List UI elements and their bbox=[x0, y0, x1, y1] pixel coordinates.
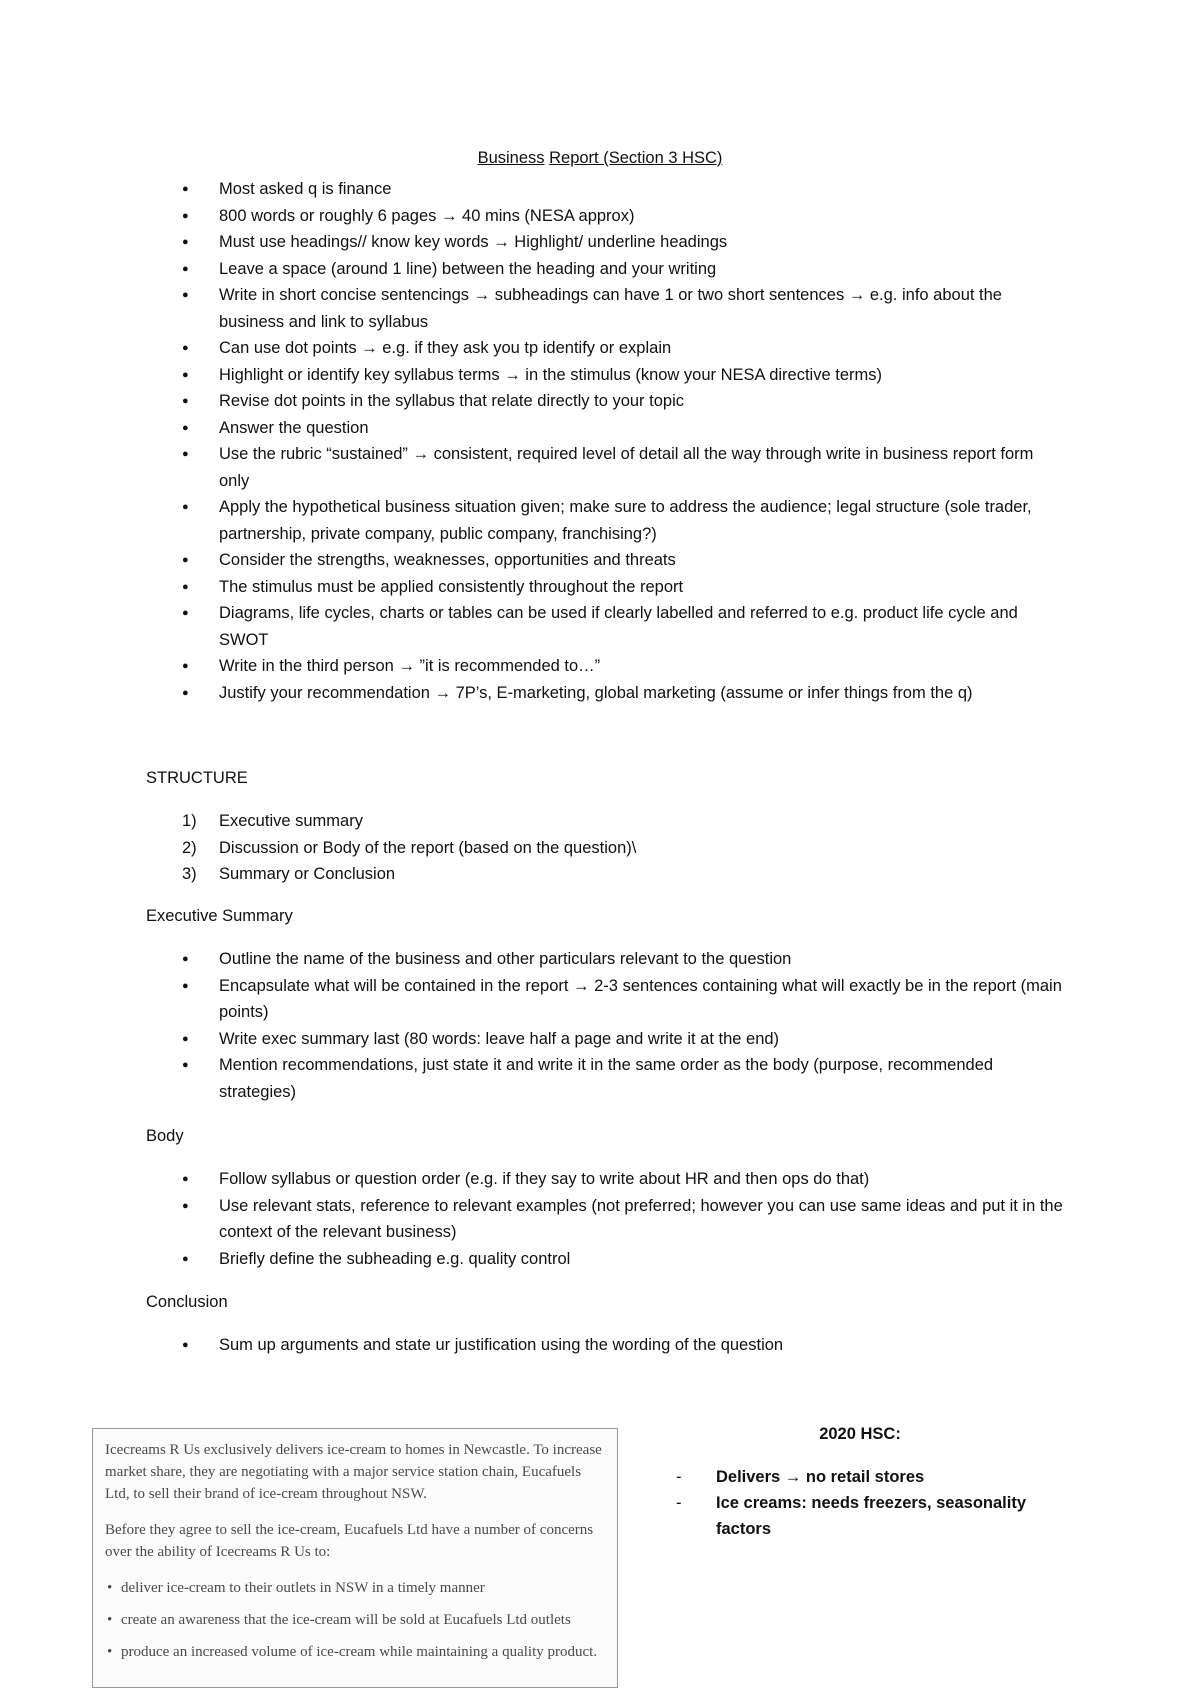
hsc-2020-heading: 2020 HSC: bbox=[819, 1425, 901, 1443]
list-item: ● Follow syllabus or question order (e.g. if they say to write about HR and then ops do that) bbox=[146, 1166, 1066, 1193]
executive-summary-heading: Executive Summary bbox=[146, 907, 293, 925]
stimulus-paragraph: Icecreams R Us exclusively delivers ice-cream to homes in Newcastle. To increase market share, they are negotiating with a major service station chain, Eucafuels Ltd, to sell their brand of ice-cream throughout NSW. bbox=[105, 1442, 602, 1502]
structure-section bbox=[146, 808, 1066, 888]
list-item: - Delivers → no retail stores bbox=[676, 1464, 1076, 1490]
list-item bbox=[146, 808, 1066, 835]
list-item: ● 800 words or roughly 6 pages → 40 mins (NESA approx) bbox=[146, 203, 1066, 230]
item-number: 2) bbox=[182, 838, 197, 857]
list-item: ● Write exec summary last (80 words: leave half a page and write it at the end) bbox=[146, 1026, 1066, 1053]
list-item: ● Outline the name of the business and other particulars relevant to the question bbox=[146, 946, 1066, 973]
list-item: ● Mention recommendations, just state it and write it in the same order as the body (purpose, recommended strategies) bbox=[146, 1052, 1066, 1105]
list-item: ● The stimulus must be applied consistently throughout the report bbox=[146, 574, 1066, 601]
structure-heading: STRUCTURE bbox=[146, 769, 248, 787]
list-item: ● Briefly define the subheading e.g. quality control bbox=[146, 1246, 1066, 1273]
list-item: • produce an increased volume of ice-cream while maintaining a quality product. bbox=[105, 1641, 605, 1663]
item-number: 1) bbox=[182, 812, 197, 830]
structure-list bbox=[146, 808, 1066, 888]
list-item: ● Highlight or identify key syllabus terms → in the stimulus (know your NESA directive terms) bbox=[146, 362, 1066, 389]
stimulus-list bbox=[105, 1577, 605, 1663]
list-item: ● Revise dot points in the syllabus that relate directly to your topic bbox=[146, 388, 1066, 415]
list-item: ● Write in the third person → ”it is recommended to…” bbox=[146, 653, 1066, 680]
list-item: ● Use relevant stats, reference to relevant examples (not preferred; however you can use same ideas and put it in the context of the relevant business) bbox=[146, 1193, 1066, 1246]
list-item: ● Diagrams, life cycles, charts or tables can be used if clearly labelled and referred to e.g. product life cycle and SWOT bbox=[146, 600, 1066, 653]
list-item: ● Can use dot points → e.g. if they ask you tp identify or explain bbox=[146, 335, 1066, 362]
list-item: • deliver ice-cream to their outlets in NSW in a timely manner bbox=[105, 1577, 605, 1599]
body-section bbox=[146, 1166, 1066, 1272]
list-item: - Ice creams: needs freezers, seasonality factors bbox=[676, 1490, 1076, 1542]
list-item: ● Write in short concise sentencings → subheadings can have 1 or two short sentences → e.g. info about the business and link to syllabus bbox=[146, 282, 1066, 335]
list-item: ● Answer the question bbox=[146, 415, 1066, 442]
conclusion-heading: Conclusion bbox=[146, 1293, 228, 1311]
tips-list bbox=[146, 176, 1066, 706]
list-item bbox=[146, 835, 1066, 862]
list-item: ● Leave a space (around 1 line) between the heading and your writing bbox=[146, 256, 1066, 283]
executive-summary-section bbox=[146, 946, 1066, 1105]
title-part-report: Report (Section 3 HSC) bbox=[549, 149, 723, 167]
conclusion-list bbox=[146, 1332, 1066, 1359]
list-item: ● Encapsulate what will be contained in the report → 2-3 sentences containing what will exactly be in the report (main points) bbox=[146, 973, 1066, 1026]
list-item: ● Must use headings// know key words → Highlight/ underline headings bbox=[146, 229, 1066, 256]
item-text: Executive summary bbox=[219, 812, 363, 830]
executive-summary-list bbox=[146, 946, 1066, 1105]
body-heading: Body bbox=[146, 1127, 184, 1145]
item-text: Summary or Conclusion bbox=[219, 865, 396, 883]
list-item: ● Consider the strengths, weaknesses, opportunities and threats bbox=[146, 547, 1066, 574]
list-item: ● Use the rubric “sustained” → consistent, required level of detail all the way through write in business report form only bbox=[146, 441, 1066, 494]
hsc-2020-list bbox=[676, 1464, 1076, 1542]
body-list bbox=[146, 1166, 1066, 1272]
stimulus-image bbox=[92, 1428, 618, 1688]
title-part-business: Business bbox=[477, 149, 545, 167]
page-title bbox=[0, 146, 1200, 170]
item-text: Discussion or Body of the report (based on the question)\ bbox=[219, 838, 637, 857]
item-number: 3) bbox=[182, 865, 197, 883]
conclusion-section bbox=[146, 1332, 1066, 1359]
list-item: ● Justify your recommendation → 7P’s, E-marketing, global marketing (assume or infer things from the q) bbox=[146, 680, 1066, 707]
stimulus-paragraph: Before they agree to sell the ice-cream, Eucafuels Ltd have a number of concerns over the ability of Icecreams R Us to: bbox=[105, 1522, 594, 1560]
list-item bbox=[146, 861, 1066, 888]
hsc-2020-notes bbox=[676, 1464, 1076, 1542]
list-item: ● Sum up arguments and state ur justification using the wording of the question bbox=[146, 1332, 1066, 1359]
list-item: • create an awareness that the ice-cream will be sold at Eucafuels Ltd outlets bbox=[105, 1609, 605, 1631]
list-item: ● Most asked q is finance bbox=[146, 176, 1066, 203]
list-item: ● Apply the hypothetical business situation given; make sure to address the audience; legal structure (sole trader, partnership, private company, public company, franchising?) bbox=[146, 494, 1066, 547]
tips-section bbox=[146, 176, 1066, 706]
